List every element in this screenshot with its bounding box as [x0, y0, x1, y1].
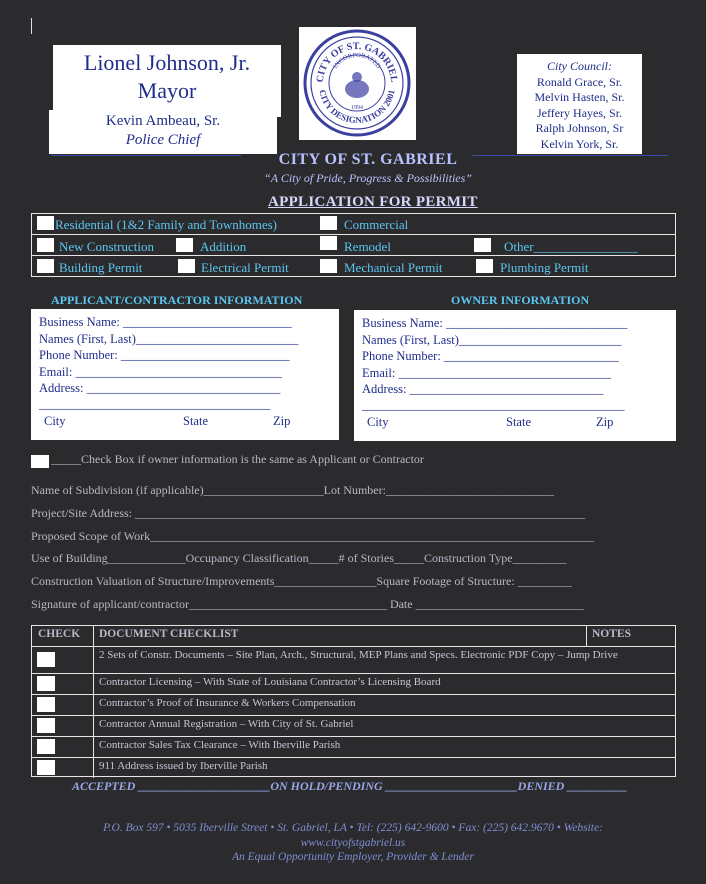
remodel-checkbox[interactable]	[320, 236, 337, 250]
signature-field[interactable]: Signature of applicant/contractor_________________________________ Date ____________________________	[31, 597, 584, 611]
plumbing-permit-checkbox[interactable]	[476, 259, 493, 273]
form-title: APPLICATION FOR PERMIT	[268, 194, 478, 210]
plumbing-permit-label: Plumbing Permit	[500, 260, 589, 275]
chief-name: Kevin Ambeau, Sr.	[105, 113, 221, 129]
checklist-checkbox[interactable]	[37, 760, 55, 775]
subdivision-field[interactable]: Name of Subdivision (if applicable)____________________Lot Number:____________________________	[31, 483, 554, 497]
table-divider	[32, 736, 675, 737]
chief-title: Police Chief	[125, 132, 201, 148]
checklist-item: Contractor Annual Registration – With City of St. Gabriel	[99, 718, 354, 730]
owner-phone-field[interactable]: Phone Number: ____________________________	[362, 349, 619, 363]
document-checklist-table	[31, 625, 676, 777]
seal-bottom-text: CITY DESIGNATION 2001	[317, 88, 397, 126]
council-member: Jeffery Hayes, Sr.	[536, 105, 623, 120]
owner-zip-label: Zip	[596, 415, 614, 429]
checklist-checkbox[interactable]	[37, 697, 55, 712]
owner-email-field[interactable]: Email: __________________________________	[362, 366, 611, 380]
checklist-checkbox[interactable]	[37, 652, 55, 667]
new-construction-label: New Construction	[59, 239, 154, 254]
council-member: Melvin Hasten, Sr.	[534, 90, 625, 104]
footer-equal-opportunity: An Equal Opportunity Employer, Provider & Lender	[232, 851, 474, 863]
col-check-header: CHECK	[38, 628, 81, 640]
applicant-info-box	[31, 309, 339, 440]
council-member: Ronald Grace, Sr.	[536, 74, 623, 89]
table-divider	[93, 626, 94, 778]
electrical-permit-label: Electrical Permit	[201, 260, 289, 275]
col-document-header: DOCUMENT CHECKLIST	[99, 628, 239, 640]
commercial-checkbox[interactable]	[320, 216, 337, 230]
mayor-title: Mayor	[137, 78, 197, 103]
building-permit-label: Building Permit	[59, 260, 143, 275]
same-as-applicant-label: _____Check Box if owner information is the same as Applicant or Contractor	[51, 452, 424, 466]
owner-city-label: City	[367, 415, 389, 429]
same-as-applicant-checkbox[interactable]	[31, 455, 49, 468]
applicant-city-label: City	[44, 414, 66, 428]
checklist-checkbox[interactable]	[37, 676, 55, 691]
table-divider	[32, 255, 675, 256]
city-council-box	[517, 54, 642, 154]
table-divider	[32, 715, 675, 716]
addition-checkbox[interactable]	[176, 238, 193, 252]
mechanical-permit-label: Mechanical Permit	[344, 260, 443, 275]
table-divider	[586, 626, 587, 646]
applicant-address-field[interactable]: Address: _______________________________	[39, 381, 281, 395]
col-notes-header: NOTES	[592, 628, 631, 640]
applicant-zip-label: Zip	[273, 414, 291, 428]
owner-address-line2[interactable]: __________________________________________	[362, 398, 625, 412]
checklist-item: 911 Address issued by Iberville Parish	[99, 760, 268, 772]
other-checkbox[interactable]	[474, 238, 491, 252]
council-member: Kelvin York, Sr.	[540, 136, 619, 151]
applicant-email-field[interactable]: Email: _________________________________	[39, 365, 282, 379]
residential-label: Residential (1&2 Family and Townhomes)	[55, 217, 277, 232]
checklist-checkbox[interactable]	[37, 718, 55, 733]
owner-business-field[interactable]: Business Name: _____________________________	[362, 316, 628, 330]
addition-label: Addition	[200, 239, 247, 254]
seal-top-text: CITY OF ST. GABRIEL	[314, 40, 400, 83]
mayor-box	[53, 45, 281, 117]
checklist-item: 2 Sets of Constr. Documents – Site Plan, Arch., Structural, MEP Plans and Specs. Electronic PDF Copy – Jump Drive	[99, 649, 618, 661]
new-construction-checkbox[interactable]	[37, 238, 54, 252]
project-address-field[interactable]: Project/Site Address: ___________________________________________________________________________	[31, 506, 585, 520]
applicant-business-field[interactable]: Business Name: ___________________________	[39, 315, 292, 329]
other-label: Other________________	[504, 239, 638, 254]
footer-address: P.O. Box 597 • 5035 Iberville Street • St. Gabriel, LA • Tel: (225) 642-9600 • Fax: (225) 642.9670 • Website:	[103, 822, 603, 834]
checklist-item: Contractor Sales Tax Clearance – With Iberville Parish	[99, 739, 341, 751]
seal-mid-text: INCORPORATED	[332, 51, 382, 70]
mayor-name: Lionel Johnson, Jr.	[83, 50, 251, 75]
owner-heading: OWNER INFORMATION	[451, 293, 590, 307]
applicant-state-label: State	[183, 414, 208, 428]
building-permit-checkbox[interactable]	[37, 259, 54, 273]
scope-of-work-field[interactable]: Proposed Scope of Work__________________________________________________________________________	[31, 529, 595, 543]
table-divider	[32, 234, 675, 235]
table-divider	[32, 646, 675, 647]
applicant-heading: APPLICANT/CONTRACTOR INFORMATION	[51, 293, 303, 307]
checklist-checkbox[interactable]	[37, 739, 55, 754]
table-divider	[32, 757, 675, 758]
applicant-names-field[interactable]: Names (First, Last)__________________________	[39, 332, 299, 346]
city-motto: “A City of Pride, Progress & Possibilities”	[264, 171, 472, 185]
commercial-label: Commercial	[344, 217, 409, 232]
council-member: Ralph Johnson, Sr	[535, 121, 624, 135]
police-chief-box	[49, 110, 277, 154]
remodel-label: Remodel	[344, 239, 391, 254]
checklist-item: Contractor Licensing – With State of Louisiana Contractor’s Licensing Board	[99, 676, 441, 688]
table-divider	[32, 673, 675, 674]
owner-state-label: State	[506, 415, 531, 429]
status-line[interactable]: ACCEPTED ______________________ON HOLD/PENDING ______________________DENIED __________	[72, 779, 628, 793]
applicant-address-line2[interactable]: _____________________________________	[39, 397, 271, 411]
city-seal-icon	[299, 27, 416, 140]
owner-address-field[interactable]: Address: _______________________________	[362, 382, 604, 396]
owner-names-field[interactable]: Names (First, Last)__________________________	[362, 333, 622, 347]
valuation-field[interactable]: Construction Valuation of Structure/Improvements_________________Square Footage of Structure: _________	[31, 574, 572, 588]
table-divider	[32, 694, 675, 695]
applicant-phone-field[interactable]: Phone Number: ___________________________	[39, 348, 290, 362]
residential-checkbox[interactable]	[37, 216, 54, 230]
building-use-field[interactable]: Use of Building_____________Occupancy Classification_____# of Stories_____Construction Type_________	[31, 551, 567, 565]
owner-info-box	[354, 310, 676, 441]
footer-website[interactable]: www.cityofstgabriel.us	[300, 837, 406, 849]
electrical-permit-checkbox[interactable]	[178, 259, 195, 273]
checklist-item: Contractor’s Proof of Insurance & Workers Compensation	[99, 697, 356, 709]
seal-year: 1994	[351, 105, 363, 111]
city-name: CITY OF ST. GABRIEL	[278, 151, 458, 168]
council-title: City Council:	[547, 59, 612, 73]
text-cursor	[31, 18, 32, 34]
mechanical-permit-checkbox[interactable]	[320, 259, 337, 273]
